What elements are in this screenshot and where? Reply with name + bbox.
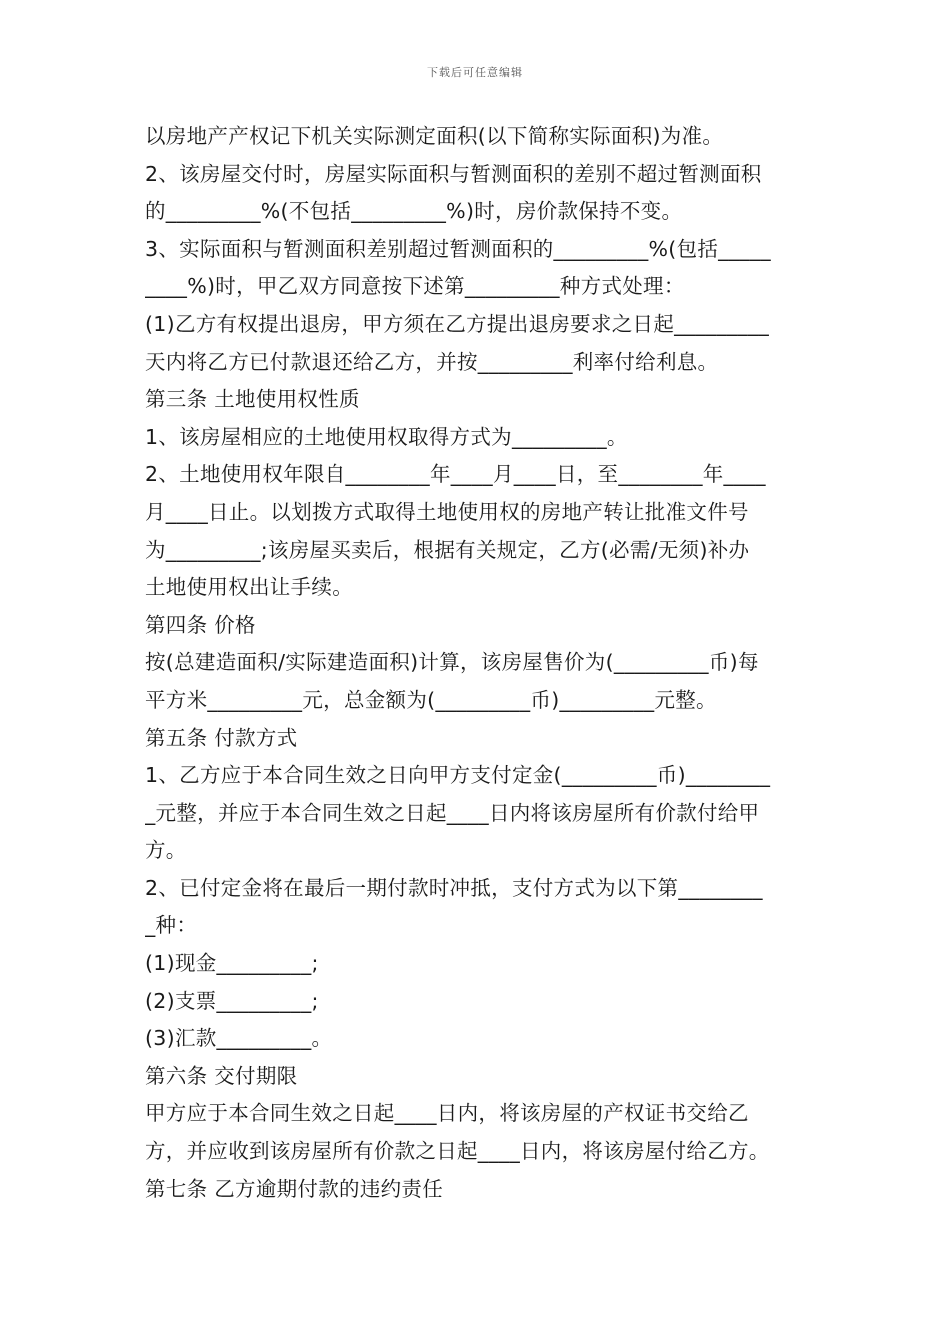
text-line: (3)汇款_________。: [145, 1026, 333, 1051]
page-header: 下载后可任意编辑: [427, 66, 523, 79]
document-body: [145, 118, 807, 1208]
text-line: 1、该房屋相应的土地使用权取得方式为_________。: [145, 424, 628, 449]
section-heading: 第七条 乙方逾期付款的违约责任: [145, 1176, 444, 1201]
text-line: ____%)时，甲乙双方同意按下述第_________种方式处理：: [145, 274, 685, 299]
text-line: 按(总建造面积/实际建造面积)计算，该房屋售价为(_________币)每: [145, 650, 759, 675]
text-line: 3、实际面积与暂测面积差别超过暂测面积的_________%(包括_____: [145, 236, 771, 261]
text-line: 方，并应收到该房屋所有价款之日起____日内，将该房屋付给乙方。: [145, 1139, 770, 1164]
text-line: 为_________;该房屋买卖后，根据有关规定，乙方(必需/无须)补办: [145, 537, 750, 562]
text-line: 1、乙方应于本合同生效之日向甲方支付定金(_________币)________: [145, 763, 771, 788]
text-line: 土地使用权出让手续。: [145, 575, 353, 600]
section-heading: 第六条 交付期限: [145, 1063, 298, 1088]
text-line: 天内将乙方已付款退还给乙方，并按_________利率付给利息。: [145, 349, 719, 374]
text-line: _元整，并应于本合同生效之日起____日内将该房屋所有价款付给甲: [145, 800, 760, 825]
text-line: 2、已付定金将在最后一期付款时冲抵，支付方式为以下第________: [145, 875, 763, 900]
text-line: 方。: [145, 838, 187, 863]
text-line: 的_________%(不包括_________%)时，房价款保持不变。: [145, 199, 683, 224]
text-line: 甲方应于本合同生效之日起____日内，将该房屋的产权证书交给乙: [145, 1101, 749, 1126]
text-line: (2)支票_________;: [145, 988, 319, 1013]
section-heading: 第五条 付款方式: [145, 725, 298, 750]
text-line: (1)现金_________;: [145, 951, 319, 976]
section-heading: 第三条 土地使用权性质: [145, 387, 360, 412]
text-line: 2、该房屋交付时，房屋实际面积与暂测面积的差别不超过暂测面积: [145, 161, 762, 186]
text-line: (1)乙方有权提出退房，甲方须在乙方提出退房要求之日起_________: [145, 311, 770, 336]
text-line: 以房地产产权记下机关实际测定面积(以下简称实际面积)为准。: [145, 124, 724, 148]
text-line: 平方米_________元，总金额为(_________币)_________元整。: [145, 687, 717, 712]
text-line: _种：: [145, 913, 198, 938]
section-heading: 第四条 价格: [145, 612, 256, 637]
text-line: 月____日止。以划拨方式取得土地使用权的房地产转让批准文件号: [145, 499, 749, 524]
text-line: 2、土地使用权年限自________年____月____日，至________年____: [145, 462, 766, 487]
